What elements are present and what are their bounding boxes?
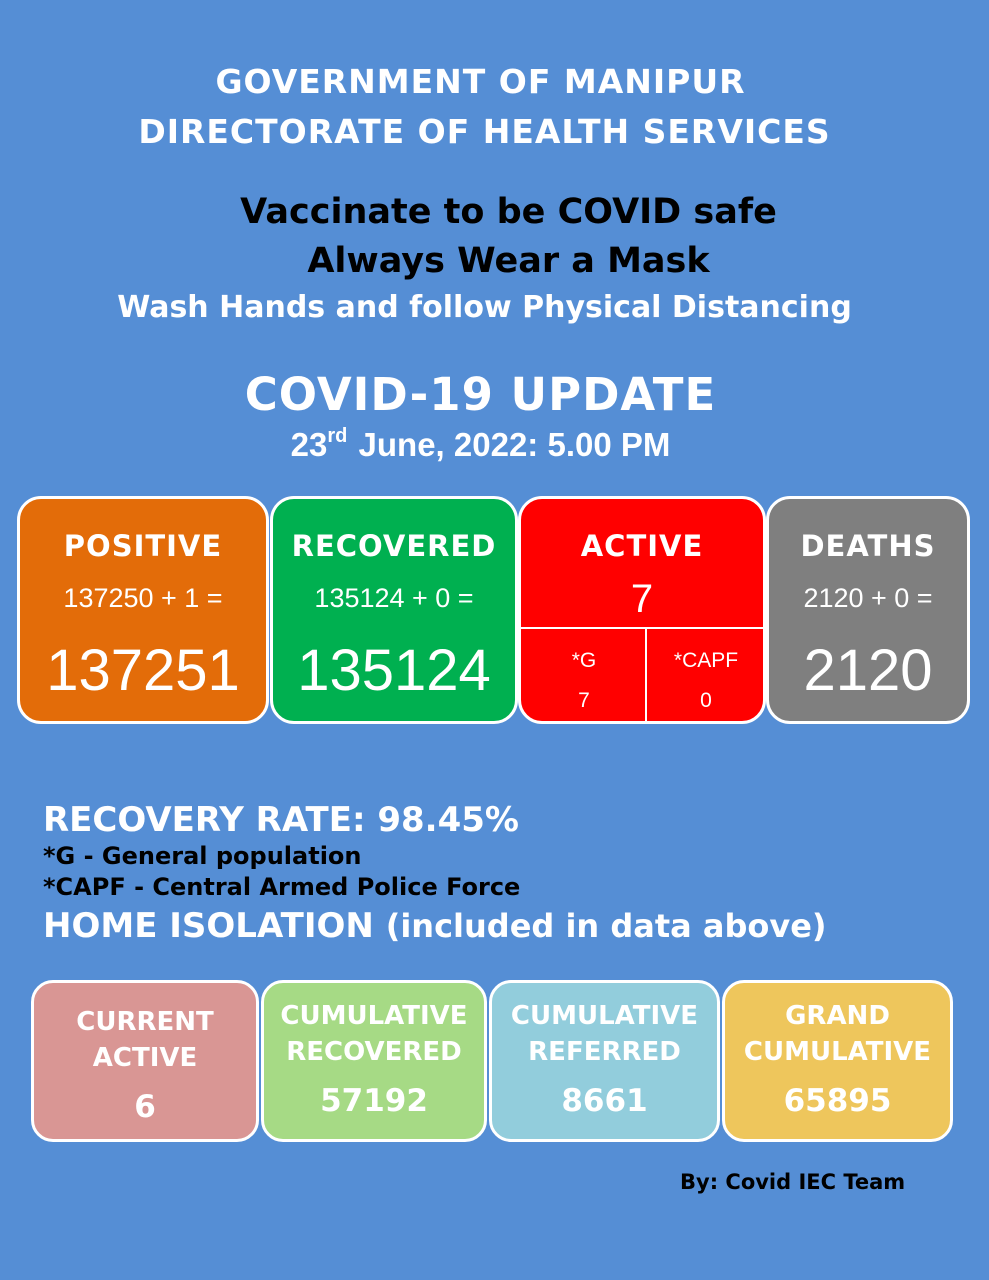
recovered-formula: 135124 + 0 =: [314, 583, 474, 613]
active-capf-label: *CAPF: [673, 649, 739, 672]
cumulative-referred-line2: REFERRED: [528, 1037, 681, 1067]
cumulative-referred-line1: CUMULATIVE: [510, 1001, 699, 1031]
header-government: GOVERNMENT OF MANIPUR: [215, 62, 746, 101]
deaths-total: 2120: [803, 638, 933, 703]
note-capf: *CAPF - Central Armed Police Force: [43, 873, 521, 901]
slogan-vaccinate: Vaccinate to be COVID safe: [240, 192, 777, 232]
current-active-line1: CURRENT: [76, 1007, 214, 1037]
deaths-card: [766, 496, 970, 724]
current-active-card: [31, 980, 259, 1142]
date-rest: June, 2022: 5.00 PM: [358, 426, 671, 463]
active-card: [518, 496, 766, 724]
grand-cumulative-line1: GRAND: [785, 1001, 890, 1031]
cumulative-referred-value: 8661: [561, 1083, 648, 1119]
recovered-total: 135124: [297, 638, 491, 703]
cumulative-referred-card: [489, 980, 720, 1142]
recovered-card: [270, 496, 518, 724]
home-isolation-heading: [43, 906, 827, 946]
date-day: 23: [290, 426, 328, 463]
footer-credit: By: Covid IEC Team: [680, 1170, 906, 1194]
note-general-population: *G - General population: [43, 842, 362, 870]
recovery-rate: RECOVERY RATE: 98.45%: [43, 800, 519, 840]
cumulative-recovered-line2: RECOVERED: [286, 1037, 462, 1067]
deaths-label: DEATHS: [800, 529, 936, 563]
active-capf-value: 0: [700, 689, 712, 712]
slogan-wash-hands: Wash Hands and follow Physical Distancing: [117, 290, 852, 325]
cumulative-recovered-card: [261, 980, 487, 1142]
positive-total: 137251: [46, 638, 240, 703]
cumulative-recovered-line1: CUMULATIVE: [280, 1001, 468, 1031]
positive-card: [17, 496, 269, 724]
update-date: [0, 425, 975, 464]
active-label: ACTIVE: [580, 529, 704, 563]
current-active-value: 6: [134, 1089, 156, 1125]
home-isolation-title: HOME ISOLATION: [43, 906, 374, 946]
date-day-suffix: rd: [327, 425, 348, 447]
grand-cumulative-card: [722, 980, 953, 1142]
slogan-mask: Always Wear a Mask: [307, 241, 710, 281]
home-isolation-note: (included in data above): [385, 907, 827, 945]
deaths-formula: 2120 + 0 =: [803, 583, 933, 613]
positive-formula: 137250 + 1 =: [63, 583, 223, 613]
grand-cumulative-line2: CUMULATIVE: [743, 1037, 932, 1067]
active-divider-horizontal: [521, 627, 763, 629]
update-title: COVID-19 UPDATE: [244, 368, 717, 421]
header-directorate: DIRECTORATE OF HEALTH SERVICES: [138, 112, 831, 151]
active-total: 7: [630, 577, 654, 621]
current-active-line2: ACTIVE: [92, 1043, 198, 1073]
cumulative-recovered-value: 57192: [320, 1083, 428, 1119]
active-g-value: 7: [578, 689, 590, 712]
active-g-label: *G: [571, 649, 597, 672]
positive-label: POSITIVE: [63, 529, 223, 563]
grand-cumulative-value: 65895: [783, 1083, 892, 1119]
recovered-label: RECOVERED: [291, 529, 497, 563]
